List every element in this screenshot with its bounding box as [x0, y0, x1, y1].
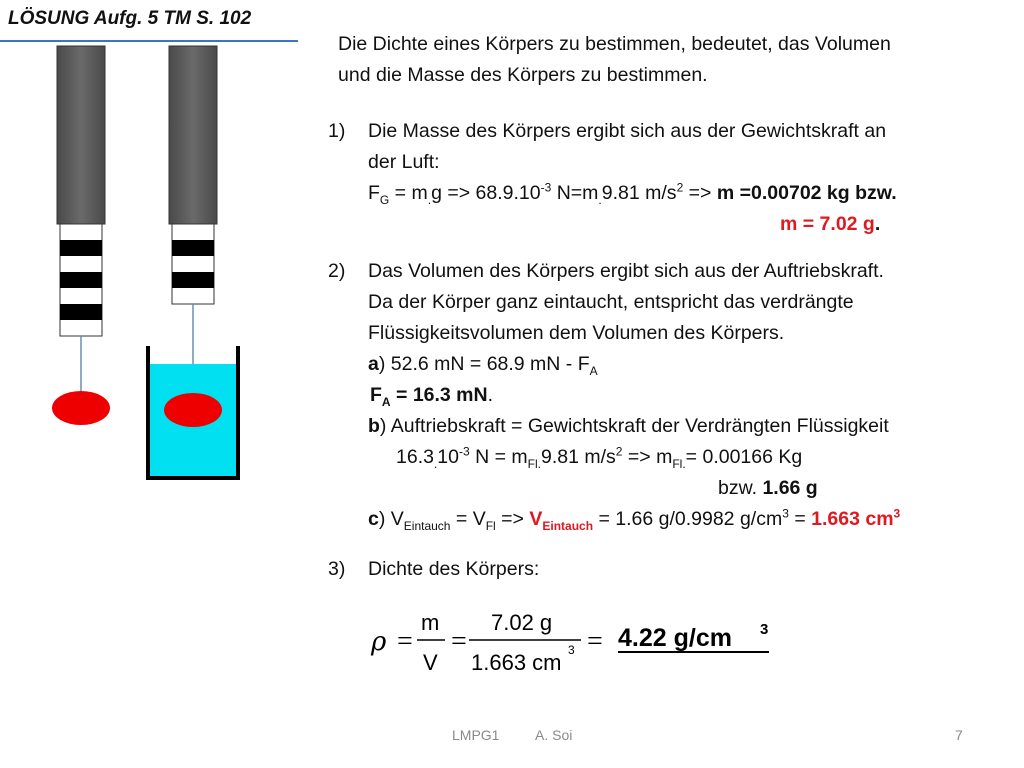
step-3-line-1: Dichte des Körpers: — [368, 558, 540, 580]
equals-2: = — [451, 626, 467, 657]
step-2-b-calc: $16.3_.10^{-3}$ $N = m_{Fl.}9.81$ $m/s^2 => m_{Fl.}= 0.00166$ Kg — [396, 444, 803, 471]
density-formula — [365, 600, 785, 685]
slide-title: LÖSUNG Aufg. 5 TM S. 102 — [8, 8, 252, 29]
step-2-b: b) Auftriebskraft = Gewichtskraft der Verdrängten Flüssigkeit — [368, 415, 889, 437]
left-body — [52, 391, 110, 425]
intro-line-2: und die Masse des Körpers zu bestimmen. — [338, 64, 708, 86]
step-2-number: 2) — [328, 260, 346, 282]
spring-scale-illustration — [0, 0, 320, 560]
step-2-b-result: bzw. 1.66 g — [718, 477, 818, 499]
step-1-number: 1) — [328, 120, 346, 142]
mass-result-kg: m =0.00702 kg bzw. — [716, 182, 897, 204]
density-result-exp: 3 — [760, 621, 769, 638]
equals-1: = — [397, 626, 413, 657]
intro-line-1: Die Dichte eines Körpers zu bestimmen, bedeutet, das Volumen — [338, 33, 891, 55]
mass-result-g: m = 7.02 g. — [780, 213, 881, 235]
right-spring-scale — [169, 46, 217, 395]
step-2-a: a) 52.6 mN = 68.9 mN - $F_A$ — [368, 353, 598, 378]
equals-3: = — [587, 626, 603, 657]
frac2-denominator: 1.663 cm — [471, 650, 562, 675]
step-2-line-3: Flüssigkeitsvolumen dem Volumen des Körpers. — [368, 322, 785, 344]
left-spring-scale — [52, 46, 110, 425]
step-2-line-1: Das Volumen des Körpers ergibt sich aus der Auftriebskraft. — [368, 260, 884, 282]
step-2-c: c) $V_{Eintauch} = V_{Fl} => V_{Eintauch} = 1.66$ g/0.9982 $g/cm^3 = 1.663$ $cm^3$ — [368, 506, 901, 533]
frac2-numerator: 7.02 g — [491, 610, 553, 635]
step-2-line-2: Da der Körper ganz eintaucht, entspricht das verdrängte — [368, 291, 854, 313]
beaker — [148, 346, 238, 478]
frac2-denominator-exp: 3 — [568, 643, 575, 657]
footer-course: LMPG1 — [452, 727, 500, 743]
step-1-formula: $F_G = m_.g => 68.9.10^{-3}$ $N=m_.9.81$ $m/s^2 => m =0.00702$ kg bzw. — [368, 180, 897, 207]
step-1-line-1: Die Masse des Körpers ergibt sich aus der Gewichtskraft an — [368, 120, 887, 142]
footer-author: A. Soi — [535, 727, 573, 743]
rho-symbol: ρ — [371, 627, 387, 657]
buoyancy-result: $F_A = 16.3$ mN. — [370, 384, 494, 409]
footer-page-number: 7 — [955, 727, 963, 743]
density-result: 4.22 g/cm — [618, 624, 732, 652]
step-1-line-2: der Luft: — [368, 151, 440, 173]
frac1-numerator: m — [421, 610, 440, 635]
step-3-number: 3) — [328, 558, 346, 580]
submerged-body — [164, 393, 222, 427]
frac1-denominator: V — [423, 650, 438, 675]
